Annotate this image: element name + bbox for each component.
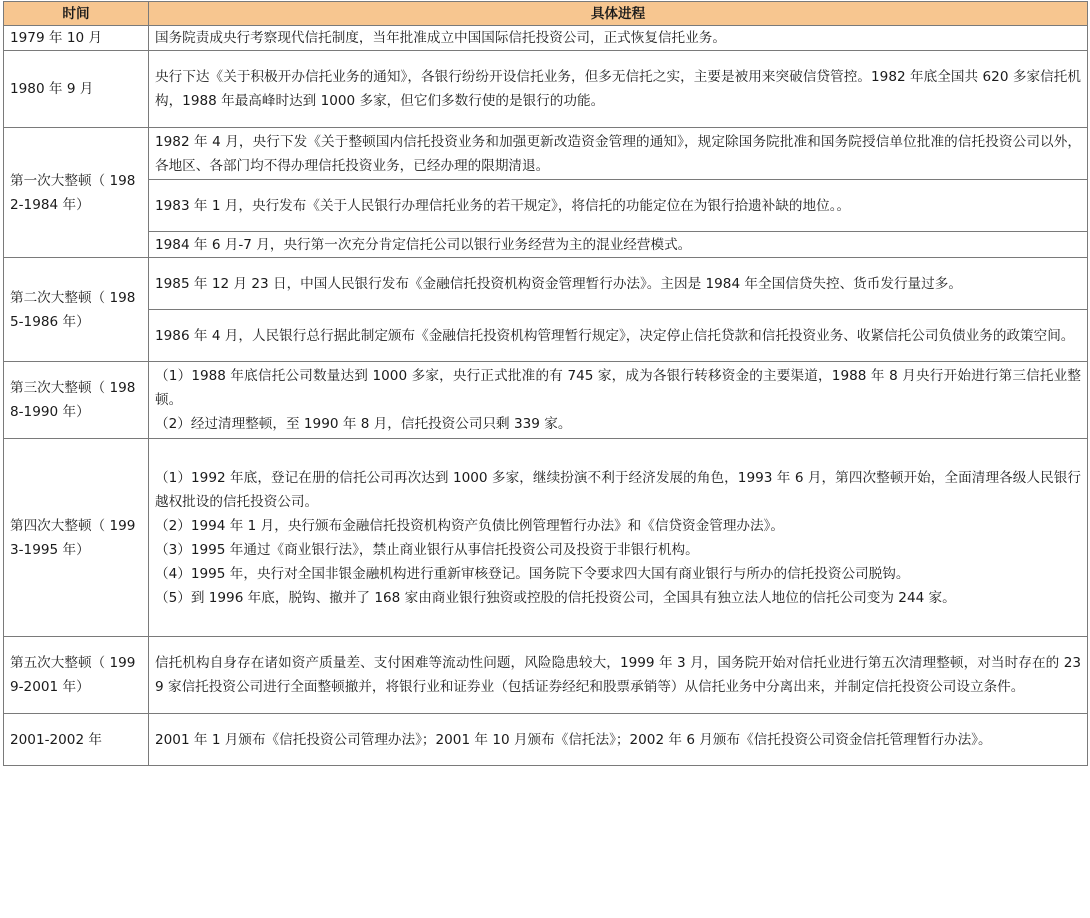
header-process: 具体进程	[149, 2, 1088, 26]
process-line: 1985 年 12 月 23 日，中国人民银行发布《金融信托投资机构资金管理暂行办法》。主因是 1984 年全国信贷失控、货币发行量过多。	[155, 275, 962, 292]
process-cell	[149, 180, 1088, 232]
process-line: 国务院责成央行考察现代信托制度，当年批准成立中国国际信托投资公司，正式恢复信托业务。	[155, 30, 726, 46]
table-row	[4, 26, 1088, 51]
table-row	[4, 310, 1088, 362]
process-cell	[149, 51, 1088, 128]
time-cell: 第一次大整顿（ 1982-1984 年）	[4, 128, 149, 258]
process-line: 1984 年 6 月-7 月，央行第一次充分肯定信托公司以银行业务经营为主的混业经营模式。	[155, 236, 692, 253]
time-cell: 第三次大整顿（ 1988-1990 年）	[4, 362, 149, 439]
process-cell	[149, 714, 1088, 766]
process-cell	[149, 310, 1088, 362]
table-row	[4, 232, 1088, 258]
process-line: （2）1994 年 1 月，央行颁布金融信托投资机构资产负债比例管理暂行办法》和《信贷资金管理办法》。	[155, 517, 784, 534]
table-row	[4, 439, 1088, 637]
process-line: （1）1992 年底，登记在册的信托公司再次达到 1000 多家，继续扮演不利于经济发展的角色，1993 年 6 月，第四次整顿开始，全面清理各级人民银行越权批设的信托投资公司。	[155, 469, 1081, 510]
process-line: 2001 年 1 月颁布《信托投资公司管理办法》；2001 年 10 月颁布《信托法》；2002 年 6 月颁布《信托投资公司资金信托管理暂行办法》。	[155, 731, 992, 748]
time-cell: 第五次大整顿（ 1999-2001 年）	[4, 637, 149, 714]
process-cell	[149, 232, 1088, 258]
process-cell	[149, 439, 1088, 637]
process-line: （1）1988 年底信托公司数量达到 1000 多家，央行正式批准的有 745 家，成为各银行转移资金的主要渠道，1988 年 8 月央行开始进行第三信托业整顿。	[155, 368, 1081, 408]
time-cell: 第四次大整顿（ 1993-1995 年）	[4, 439, 149, 637]
process-line: 1982 年 4 月，央行下发《关于整顿国内信托投资业务和加强更新改造资金管理的通知》，规定除国务院批准和国务院授信单位批准的信托投资公司以外，各地区、各部门均不得办理信托投资业务，已经办理的限期清退。	[155, 133, 1081, 174]
process-cell	[149, 26, 1088, 51]
process-cell	[149, 258, 1088, 310]
process-line: （5）到 1996 年底，脱钩、撤并了 168 家由商业银行独资或控股的信托投资公司，全国具有独立法人地位的信托公司变为 244 家。	[155, 589, 956, 606]
time-cell: 第二次大整顿（ 1985-1986 年）	[4, 258, 149, 362]
header-time: 时间	[4, 2, 149, 26]
time-cell: 2001-2002 年	[4, 714, 149, 766]
table-row	[4, 128, 1088, 180]
table-row	[4, 180, 1088, 232]
process-cell	[149, 362, 1088, 439]
timeline-table	[3, 1, 1088, 766]
process-line: 信托机构自身存在诸如资产质量差、支付困难等流动性问题，风险隐患较大，1999 年 3 月，国务院开始对信托业进行第五次清理整顿，对当时存在的 239 家信托投资公司进行全面整顿撤并，将银行业和证券业（包括证券经纪和股票承销等）从信托业务中分离出来，并制定信托投资公司设立条件。	[155, 655, 1081, 695]
time-cell: 1979 年 10 月	[4, 26, 149, 51]
process-line: （2）经过清理整顿，至 1990 年 8 月，信托投资公司只剩 339 家。	[155, 416, 572, 432]
table-row	[4, 637, 1088, 714]
process-line: 1986 年 4 月，人民银行总行据此制定颁布《金融信托投资机构管理暂行规定》，决定停止信托贷款和信托投资业务、收紧信托公司负债业务的政策空间。	[155, 327, 1075, 344]
table-row	[4, 362, 1088, 439]
table-row	[4, 51, 1088, 128]
process-line: 央行下达《关于积极开办信托业务的通知》，各银行纷纷开设信托业务，但多无信托之实，主要是被用来突破信贷管控。1982 年底全国共 620 多家信托机构，1988 年最高峰时达到 1000 多家，但它们多数行使的是银行的功能。	[155, 69, 1081, 109]
table-row	[4, 258, 1088, 310]
process-line: （3）1995 年通过《商业银行法》，禁止商业银行从事信托投资公司及投资于非银行机构。	[155, 541, 699, 558]
process-line: 1983 年 1 月，央行发布《关于人民银行办理信托业务的若干规定》，将信托的功能定位在为银行拾遗补缺的地位。。	[155, 197, 851, 214]
process-line: （4）1995 年，央行对全国非银金融机构进行重新审核登记。国务院下令要求四大国有商业银行与所办的信托投资公司脱钩。	[155, 565, 910, 582]
header-row	[4, 2, 1088, 26]
process-cell	[149, 128, 1088, 180]
table-row	[4, 714, 1088, 766]
time-cell: 1980 年 9 月	[4, 51, 149, 128]
process-cell	[149, 637, 1088, 714]
